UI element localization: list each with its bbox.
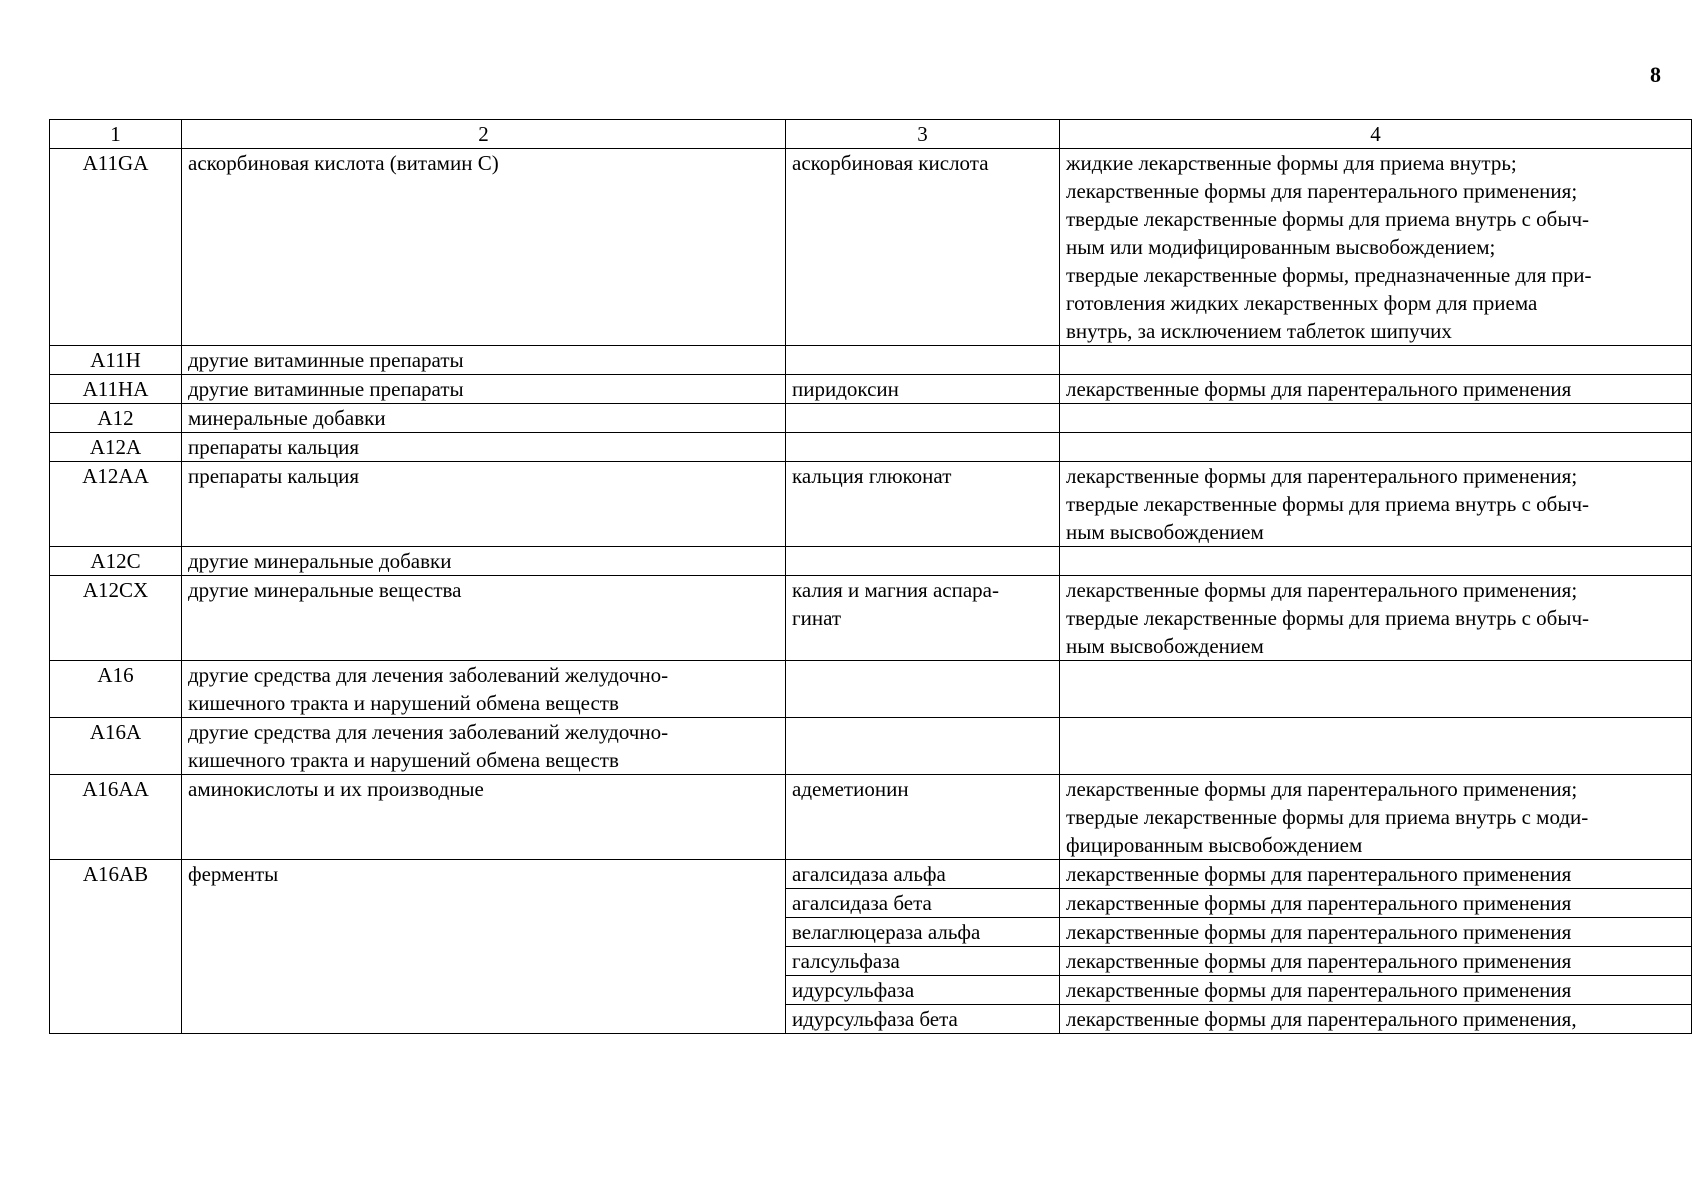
- dosage-forms-cell-line: лекарственные формы для парентерального применения;: [1066, 179, 1578, 203]
- table-row: [50, 346, 1692, 375]
- drug-name-cell: [786, 661, 1060, 718]
- table-row: [50, 775, 1692, 860]
- anatomical-group-cell-line: кишечного тракта и нарушений обмена веществ: [188, 748, 619, 772]
- anatomical-group-cell: [182, 775, 786, 860]
- atc-code-cell-line: A12A: [89, 435, 142, 459]
- drug-name-cell: [786, 462, 1060, 547]
- anatomical-group-cell: [182, 404, 786, 433]
- dosage-forms-cell-line: лекарственные формы для парентерального применения,: [1066, 1007, 1577, 1031]
- drug-name-cell: [786, 404, 1060, 433]
- atc-code-cell: [50, 718, 182, 775]
- atc-code-cell: [50, 775, 182, 860]
- drug-name-cell-line: агалсидаза альфа: [792, 862, 946, 886]
- anatomical-group-cell: [182, 346, 786, 375]
- anatomical-group-cell-line: другие средства для лечения заболеваний желудочно-: [188, 663, 669, 687]
- anatomical-group-cell: [182, 149, 786, 346]
- drug-name-cell: [786, 718, 1060, 775]
- atc-code-cell-line: A16AB: [82, 862, 149, 886]
- anatomical-group-cell: [182, 576, 786, 661]
- drug-name-cell-line: аскорбиновая кислота: [792, 151, 989, 175]
- dosage-forms-cell: [1060, 1005, 1692, 1034]
- dosage-forms-cell: [1060, 346, 1692, 375]
- dosage-forms-cell-line: готовления жидких лекарственных форм для приема: [1066, 291, 1538, 315]
- table-row: [50, 718, 1692, 775]
- atc-code-cell: [50, 346, 182, 375]
- anatomical-group-cell: [182, 462, 786, 547]
- atc-code-cell-line: A12: [97, 406, 134, 430]
- dosage-forms-cell-line: ным высвобождением: [1066, 520, 1264, 544]
- dosage-forms-cell: [1060, 149, 1692, 346]
- atc-code-cell-line: A16AA: [82, 777, 149, 801]
- anatomical-group-cell-line: препараты кальция: [188, 435, 360, 459]
- atc-code-cell: [50, 860, 182, 1034]
- drug-name-cell-line: калия и магния аспара-: [792, 578, 999, 602]
- table-row: [50, 433, 1692, 462]
- anatomical-group-cell-line: другие витаминные препараты: [188, 377, 464, 401]
- dosage-forms-cell: [1060, 576, 1692, 661]
- atc-code-cell-line: A12C: [90, 549, 141, 573]
- dosage-forms-cell: [1060, 462, 1692, 547]
- table-row: [50, 404, 1692, 433]
- dosage-forms-cell: [1060, 775, 1692, 860]
- dosage-forms-cell-line: лекарственные формы для парентерального применения: [1066, 920, 1572, 944]
- column-number-4: 4: [1060, 120, 1692, 149]
- anatomical-group-cell: [182, 661, 786, 718]
- anatomical-group-cell-line: минеральные добавки: [188, 406, 386, 430]
- dosage-forms-cell: [1060, 433, 1692, 462]
- atc-code-cell: [50, 547, 182, 576]
- drug-name-cell-line: агалсидаза бета: [792, 891, 932, 915]
- drug-name-cell-line: идурсульфаза: [792, 978, 915, 1002]
- anatomical-group-cell-line: аскорбиновая кислота (витамин С): [188, 151, 499, 175]
- drug-name-cell: [786, 976, 1060, 1005]
- drug-name-cell: [786, 433, 1060, 462]
- drug-name-cell: [786, 346, 1060, 375]
- dosage-forms-cell: [1060, 375, 1692, 404]
- drug-name-cell: [786, 576, 1060, 661]
- drug-name-cell-line: идурсульфаза бета: [792, 1007, 958, 1031]
- drug-name-cell-line: адеметионин: [792, 777, 909, 801]
- anatomical-group-cell-line: другие витаминные препараты: [188, 348, 464, 372]
- table-row: [50, 547, 1692, 576]
- atc-code-cell: [50, 375, 182, 404]
- dosage-forms-cell-line: твердые лекарственные формы для приема внутрь с обыч-: [1066, 492, 1590, 516]
- atc-code-cell-line: A16A: [89, 720, 142, 744]
- anatomical-group-cell-line: другие средства для лечения заболеваний желудочно-: [188, 720, 669, 744]
- dosage-forms-cell: [1060, 889, 1692, 918]
- drug-name-cell: [786, 947, 1060, 976]
- drug-name-cell: [786, 1005, 1060, 1034]
- dosage-forms-cell-line: ным высвобождением: [1066, 634, 1264, 658]
- dosage-forms-cell: [1060, 404, 1692, 433]
- dosage-forms-cell: [1060, 718, 1692, 775]
- anatomical-group-cell: [182, 547, 786, 576]
- atc-code-cell-line: A12AA: [82, 464, 149, 488]
- dosage-forms-cell-line: твердые лекарственные формы, предназначенные для при-: [1066, 263, 1592, 287]
- anatomical-group-cell-line: ферменты: [188, 862, 279, 886]
- table-row: [50, 661, 1692, 718]
- dosage-forms-cell-line: твердые лекарственные формы для приема внутрь с обыч-: [1066, 207, 1590, 231]
- table-header-row: [50, 120, 1692, 149]
- column-number-3: 3: [786, 120, 1060, 149]
- atc-code-cell: [50, 462, 182, 547]
- drug-name-cell: [786, 149, 1060, 346]
- dosage-forms-cell-line: жидкие лекарственные формы для приема внутрь;: [1066, 151, 1517, 175]
- table-row: [50, 576, 1692, 661]
- dosage-forms-cell: [1060, 947, 1692, 976]
- drug-name-cell: [786, 547, 1060, 576]
- dosage-forms-cell-line: ным или модифицированным высвобождением;: [1066, 235, 1496, 259]
- dosage-forms-cell: [1060, 860, 1692, 889]
- atc-code-cell: [50, 433, 182, 462]
- dosage-forms-cell-line: лекарственные формы для парентерального применения;: [1066, 777, 1578, 801]
- drug-name-cell: [786, 918, 1060, 947]
- table-row: [50, 462, 1692, 547]
- dosage-forms-cell-line: лекарственные формы для парентерального применения: [1066, 377, 1572, 401]
- dosage-forms-cell-line: лекарственные формы для парентерального применения;: [1066, 578, 1578, 602]
- dosage-forms-cell-line: лекарственные формы для парентерального применения: [1066, 949, 1572, 973]
- dosage-forms-cell-line: лекарственные формы для парентерального применения: [1066, 978, 1572, 1002]
- atc-code-cell: [50, 149, 182, 346]
- anatomical-group-cell-line: препараты кальция: [188, 464, 360, 488]
- drug-name-cell-line: пиридоксин: [792, 377, 899, 401]
- page-number: 8: [1650, 62, 1661, 87]
- anatomical-group-cell: [182, 860, 786, 1034]
- drug-name-cell: [786, 775, 1060, 860]
- dosage-forms-cell: [1060, 661, 1692, 718]
- drug-name-cell-line: гинат: [792, 606, 842, 630]
- anatomical-group-cell-line: кишечного тракта и нарушений обмена веществ: [188, 691, 619, 715]
- drug-name-cell-line: кальция глюконат: [792, 464, 952, 488]
- anatomical-group-cell: [182, 375, 786, 404]
- table-row: [50, 149, 1692, 346]
- atc-code-cell: [50, 404, 182, 433]
- atc-code-cell: [50, 661, 182, 718]
- atc-code-cell-line: A11H: [90, 348, 141, 372]
- drug-name-cell: [786, 860, 1060, 889]
- atc-code-cell: [50, 576, 182, 661]
- drug-classification-table: [49, 119, 1692, 1034]
- anatomical-group-cell-line: другие минеральные добавки: [188, 549, 452, 573]
- table-row: [50, 860, 1692, 889]
- anatomical-group-cell-line: аминокислоты и их производные: [188, 777, 484, 801]
- dosage-forms-cell-line: твердые лекарственные формы для приема внутрь с моди-: [1066, 805, 1589, 829]
- dosage-forms-cell-line: фицированным высвобождением: [1066, 833, 1363, 857]
- anatomical-group-cell: [182, 433, 786, 462]
- dosage-forms-cell-line: твердые лекарственные формы для приема внутрь с обыч-: [1066, 606, 1590, 630]
- dosage-forms-cell-line: лекарственные формы для парентерального применения: [1066, 891, 1572, 915]
- atc-code-cell-line: A11HA: [82, 377, 149, 401]
- column-number-2: 2: [182, 120, 786, 149]
- column-number-1: 1: [50, 120, 182, 149]
- drug-name-cell-line: галсульфаза: [792, 949, 900, 973]
- table-row: [50, 375, 1692, 404]
- drug-name-cell: [786, 889, 1060, 918]
- dosage-forms-cell-line: внутрь, за исключением таблеток шипучих: [1066, 319, 1452, 343]
- dosage-forms-cell-line: лекарственные формы для парентерального применения;: [1066, 464, 1578, 488]
- anatomical-group-cell-line: другие минеральные вещества: [188, 578, 462, 602]
- atc-code-cell-line: A16: [97, 663, 134, 687]
- drug-name-cell-line: велаглюцераза альфа: [792, 920, 981, 944]
- atc-code-cell-line: A11GA: [82, 151, 149, 175]
- anatomical-group-cell: [182, 718, 786, 775]
- atc-code-cell-line: A12CX: [82, 578, 149, 602]
- dosage-forms-cell-line: лекарственные формы для парентерального применения: [1066, 862, 1572, 886]
- dosage-forms-cell: [1060, 918, 1692, 947]
- drug-name-cell: [786, 375, 1060, 404]
- dosage-forms-cell: [1060, 547, 1692, 576]
- dosage-forms-cell: [1060, 976, 1692, 1005]
